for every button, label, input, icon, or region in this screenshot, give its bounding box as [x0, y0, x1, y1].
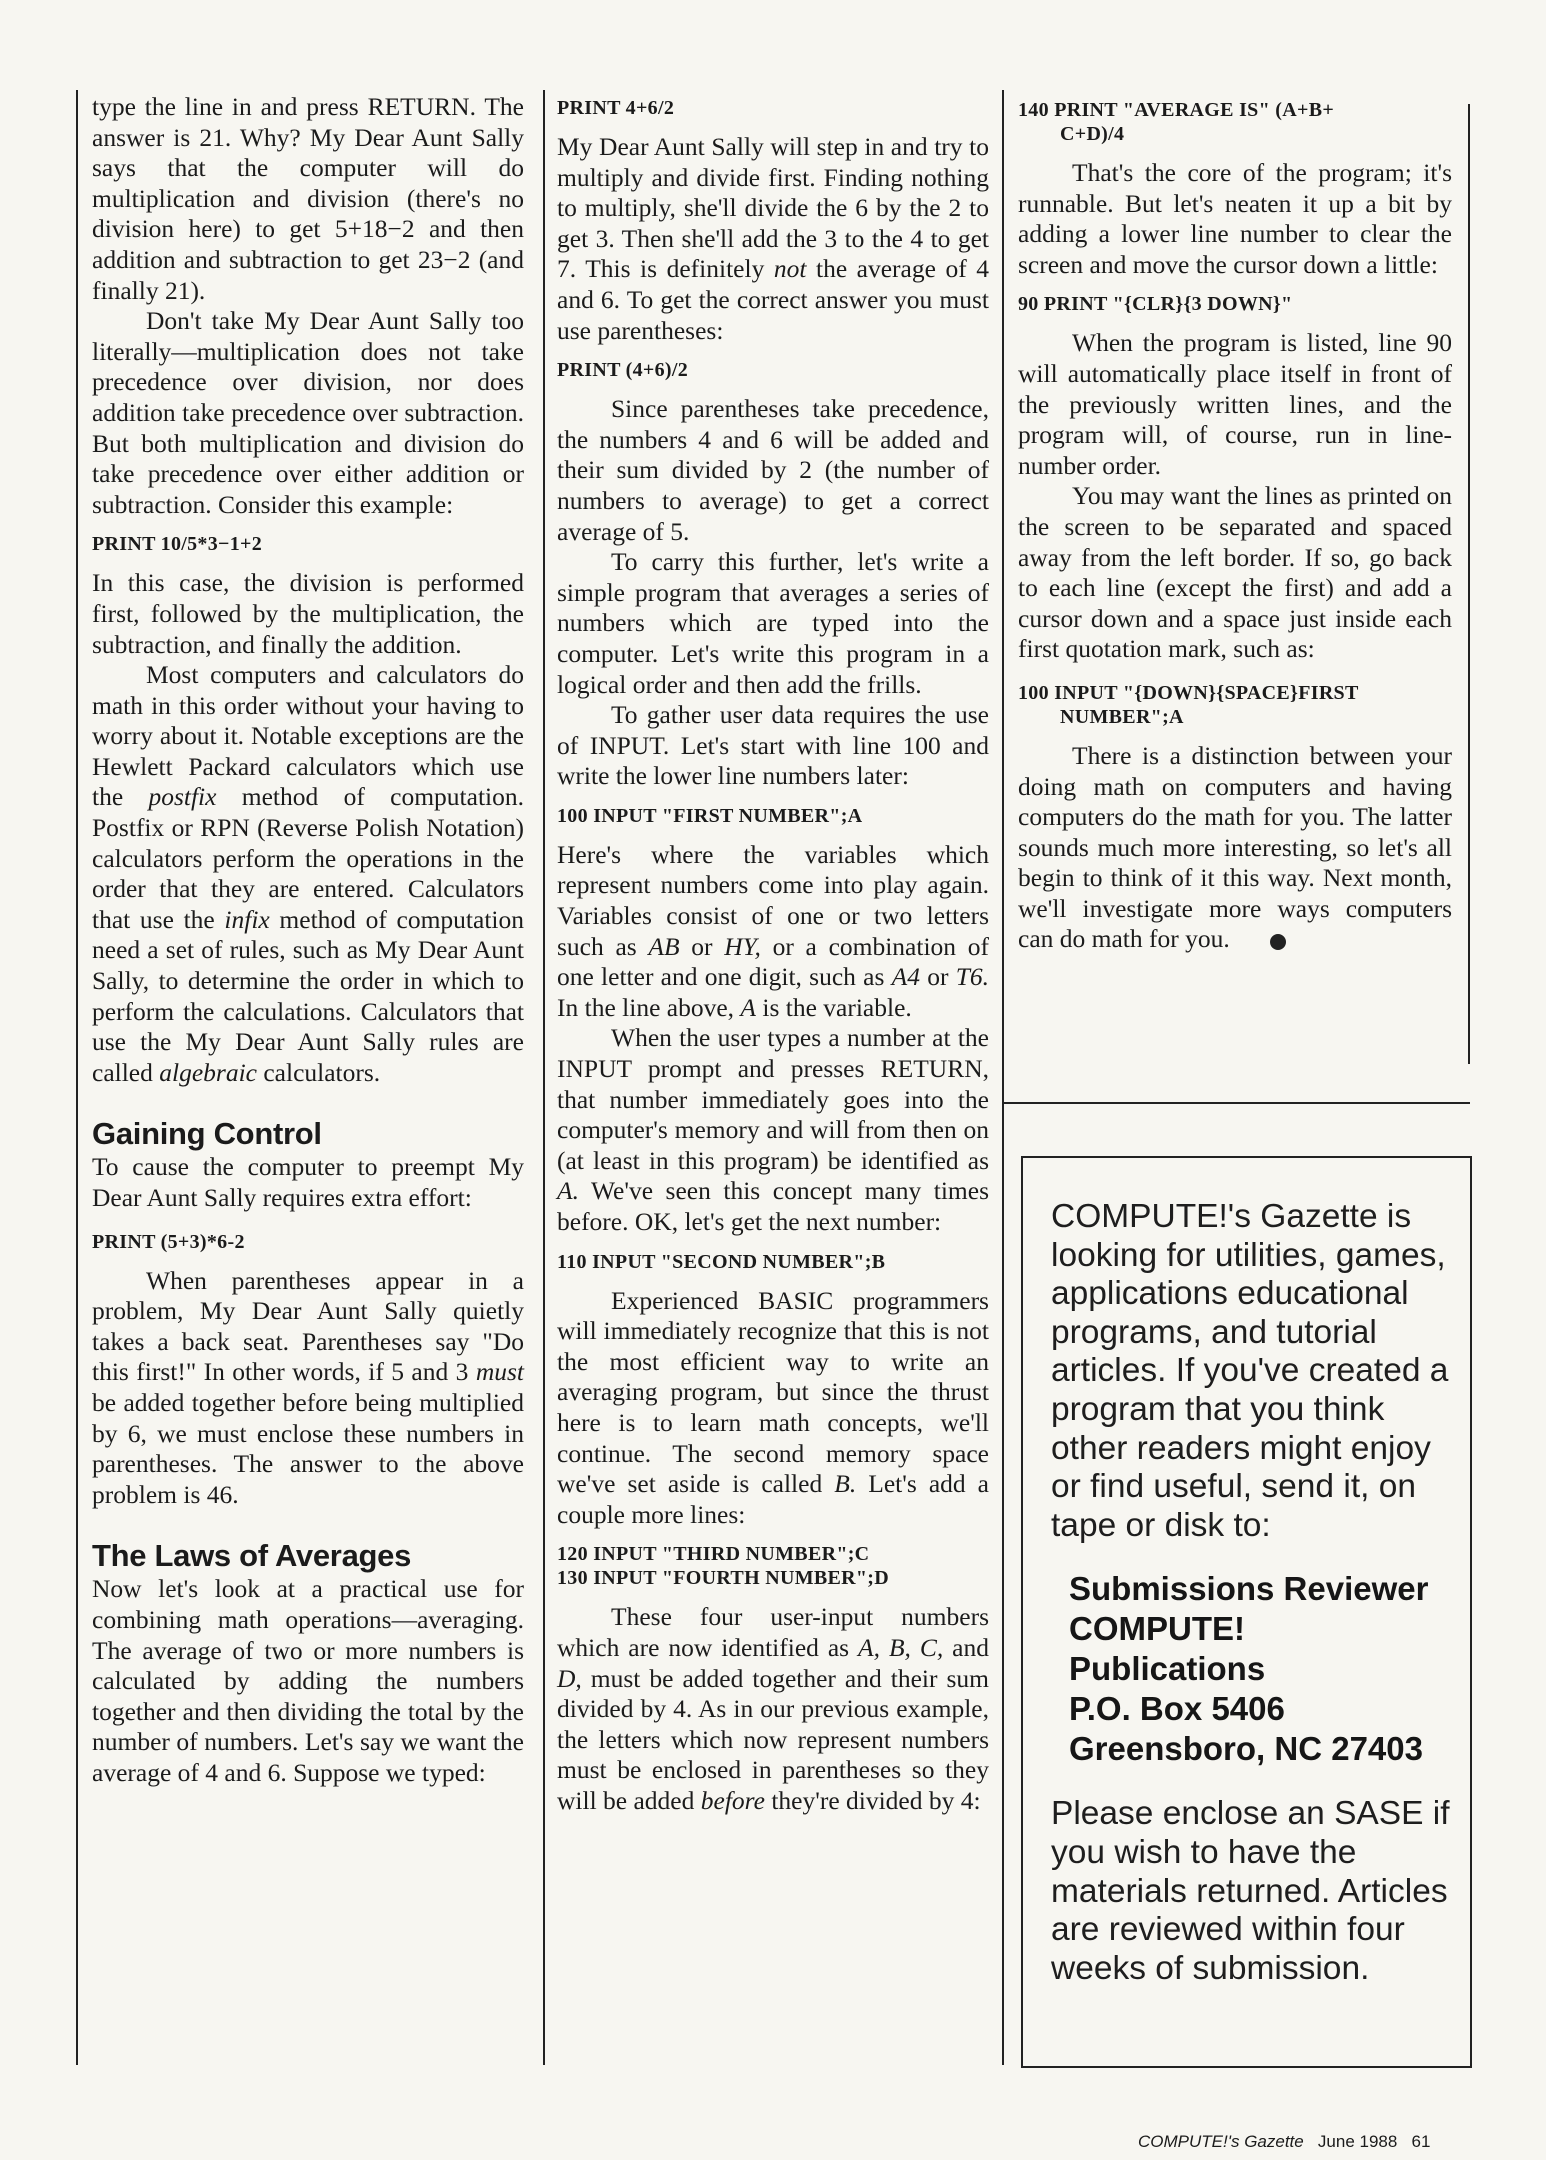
article-column-2 — [557, 92, 989, 1817]
paragraph: Most computers and calculators do math in this order without your having to worry about it. Notable exceptions are the Hewlett Packard calculators which use the postfix method of computation. Postfix or RPN (Reverse Polish Notation) calculators perform the operations in the order that they are entered. Calculators that use the infix method of computation need a set of rules, such as My Dear Aunt Sally, to determine the order in which to perform the calculations. Calculators that use the My Dear Aunt Sally rules are called algebraic calculators. — [92, 660, 524, 1087]
paragraph: type the line in and press RETURN. The answer is 21. Why? My Dear Aunt Sally says that the computer will do multiplication and division (there's no division here) to get 5+18−2 and then addition and subtraction to get 23−2 (and finally 21). — [92, 92, 524, 305]
code-line: 140 PRINT "AVERAGE IS" (A+B+ — [1018, 99, 1335, 121]
article-column-3 — [1018, 92, 1452, 955]
page-number: 61 — [1411, 2132, 1431, 2151]
notice-intro: COMPUTE!'s Gazette is looking for utilities, games, applications educational programs, and tutorial articles. If you've created a program that you think other readers might enjoy or find useful, send it, on tape or disk to: — [1051, 1198, 1449, 1544]
paragraph: Since parentheses take precedence, the numbers 4 and 6 will be added and their sum divided by 2 (the number of numbers to average) to get a correct average of 5. — [557, 394, 989, 546]
paragraph: That's the core of the program; it's runnable. But let's neaten it up a bit by adding a lower line number to clear the screen and move the cursor down a little: — [1018, 158, 1452, 279]
paragraph: To gather user data requires the use of INPUT. Let's start with line 100 and write the lower line numbers later: — [557, 700, 989, 791]
code-line: PRINT (5+3)*6-2 — [92, 1230, 245, 1253]
code-listing — [1018, 681, 1452, 729]
code-listing — [1018, 98, 1452, 146]
paragraph: Don't take My Dear Aunt Sally too literally—multiplication does not take precedence over division, nor does addition take precedence over subtraction. But both multiplication and division do take precedence over either addition or subtraction. Consider this example: — [92, 306, 524, 519]
end-of-article-icon — [1270, 934, 1286, 950]
code-line: PRINT 10/5*3−1+2 — [92, 533, 263, 556]
paragraph: When parentheses appear in a problem, My Dear Aunt Sally quietly takes a back seat. Parentheses say "Do this first!" In other words, if 5 and 3 must be added together before being multiplied by 6, we must enclose these numbers in parentheses. The answer to the above problem is 46. — [92, 1265, 524, 1509]
mailing-address — [1069, 1569, 1450, 1769]
paragraph: You may want the lines as printed on the screen to be separated and spaced away from the left border. If so, go back to each line (except the first) and add a cursor down and a space just inside each first quotation mark, such as: — [1018, 481, 1452, 664]
address-line: Submissions Reviewer — [1069, 1570, 1429, 1608]
code-listing — [557, 1250, 989, 1274]
column-rule-left — [76, 90, 78, 2065]
column-rule-middle-1 — [543, 90, 545, 2065]
paragraph: To carry this further, let's write a simple program that averages a series of numbers which are typed into the computer. Let's write this program in a logical order and then add the frills. — [557, 547, 989, 699]
section-heading: Gaining Control — [92, 1116, 322, 1152]
paragraph: These four user-input numbers which are now identified as A, B, C, and D, must be added together and their sum divided by 4. As in our previous example, the letters which now represent numbers must be enclosed in parentheses so they will be added before they're divided by 4: — [557, 1602, 989, 1815]
issue-date: June 1988 — [1317, 2132, 1398, 2151]
paragraph: There is a distinction between your doing math on computers and having computers do the math for you. The latter sounds much more interesting, so let's all begin to think of it this way. Next month, we'll investigate more ways computers can do math for you. — [1018, 740, 1452, 954]
code-listing — [557, 96, 989, 120]
column-rule-right — [1468, 104, 1470, 1064]
column-rule-middle-2 — [1002, 90, 1004, 2065]
code-line: 110 INPUT "SECOND NUMBER";B — [557, 1250, 886, 1273]
code-line: C+D)/4 — [1060, 123, 1125, 145]
page-footer — [1138, 2132, 1478, 2152]
address-line: P.O. Box 5406 — [1069, 1690, 1285, 1728]
paragraph: When the user types a number at the INPUT prompt and presses RETURN, that number immediately goes into the computer's memory and will from then on (at least in this program) be identified as A. We've seen this concept many times before. OK, let's get the next number: — [557, 1023, 989, 1236]
magazine-name: COMPUTE!'s Gazette — [1138, 2132, 1304, 2151]
article-column-1 — [92, 92, 524, 1789]
code-listing — [92, 1230, 524, 1254]
code-listing — [557, 1542, 989, 1590]
code-line: 100 INPUT "{DOWN}{SPACE}FIRST — [1018, 681, 1359, 704]
code-line: PRINT 4+6/2 — [557, 97, 675, 119]
code-line: 90 PRINT "{CLR}{3 DOWN}" — [1018, 293, 1293, 316]
code-line: 120 INPUT "THIRD NUMBER";C — [557, 1543, 870, 1566]
paragraph: Experienced BASIC programmers will immediately recognize that this is not the most efficient way to write an averaging program, but since the thrust here is to learn math concepts, we'll continue. The second memory space we've set aside is called B. Let's add a couple more lines: — [557, 1285, 990, 1529]
code-line: NUMBER";A — [1060, 705, 1184, 728]
code-line: 130 INPUT "FOURTH NUMBER";D — [557, 1567, 890, 1590]
horizontal-rule — [1002, 1102, 1470, 1104]
code-line: 100 INPUT "FIRST NUMBER";A — [557, 804, 863, 827]
paragraph: Here's where the variables which represent numbers come into play again. Variables consist of one or two letters such as AB or HY, or a combination of one letter and one digit, such as A4 or T6. In the line above, A is the variable. — [557, 839, 990, 1022]
paragraph: My Dear Aunt Sally will step in and try to multiply and divide first. Finding nothing to multiply, she'll divide the 6 by the 2 to get 3. Then she'll add the 3 to the 4 to get 7. This is definitely not the average of 4 and 6. To get the correct answer you must use parentheses: — [557, 132, 989, 345]
paragraph: To cause the computer to preempt My Dear Aunt Sally requires extra effort: — [92, 1152, 524, 1212]
code-listing — [1018, 292, 1452, 316]
submissions-notice-box — [1021, 1156, 1472, 2068]
section-heading: The Laws of Averages — [92, 1538, 412, 1574]
paragraph: In this case, the division is performed first, followed by the multiplication, the subtraction, and finally the addition. — [92, 568, 524, 659]
paragraph: Now let's look at a practical use for combining math operations—averaging. The average of two or more numbers is calculated by adding the numbers together and then dividing the total by the number of numbers. Let's say we want the average of 4 and 6. Suppose we typed: — [92, 1574, 524, 1787]
code-listing — [557, 358, 989, 382]
code-line: PRINT (4+6)/2 — [557, 359, 689, 382]
address-line: Greensboro, NC 27403 — [1069, 1730, 1423, 1768]
paragraph: When the program is listed, line 90 will automatically place itself in front of the previously written lines, and the program will, of course, run in line-number order. — [1018, 328, 1452, 480]
notice-outro: Please enclose an SASE if you wish to have the materials returned. Articles are reviewed within four weeks of submission. — [1051, 1795, 1450, 1987]
code-listing — [92, 532, 524, 556]
code-listing — [557, 804, 989, 828]
address-line: COMPUTE! Publications — [1069, 1610, 1266, 1688]
